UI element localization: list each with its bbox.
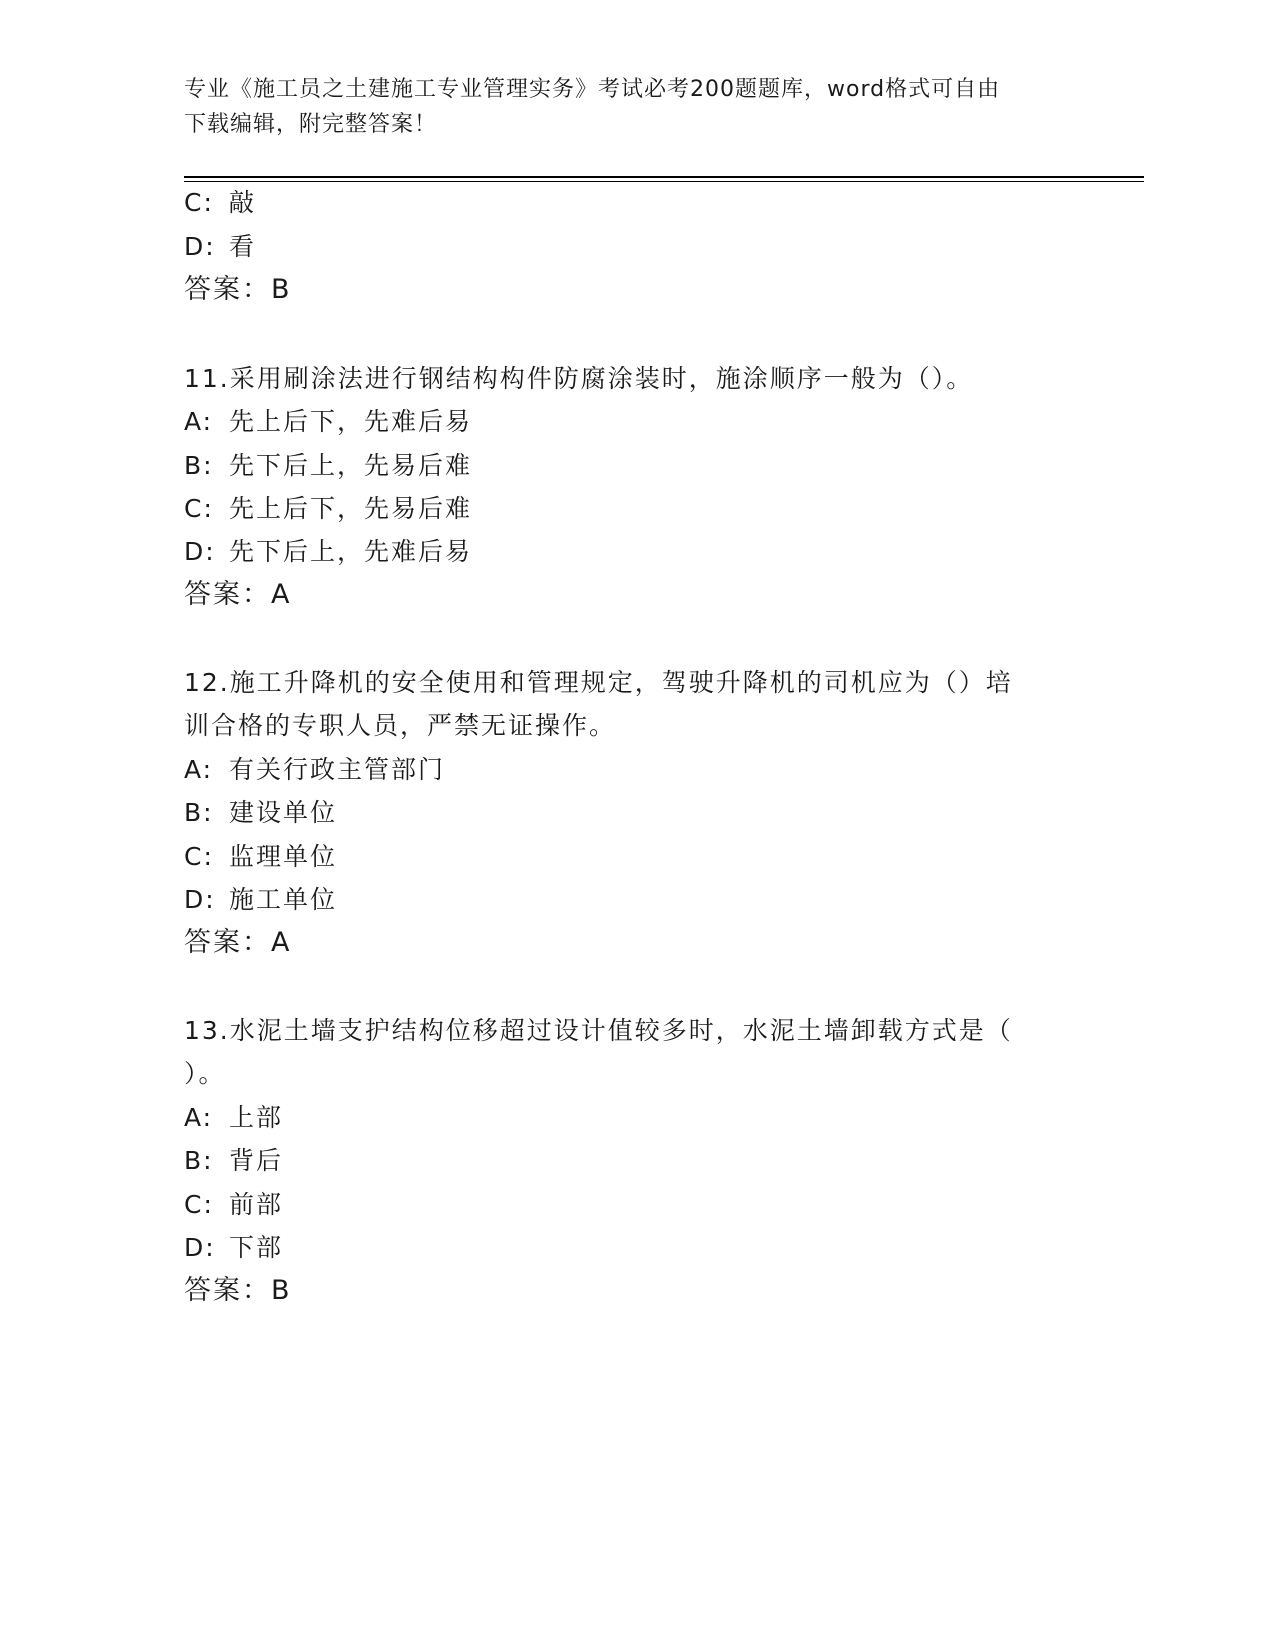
option-text: 监理单位 [229, 842, 338, 871]
option-text: 上部 [229, 1103, 284, 1132]
option-a [184, 405, 472, 439]
option-text: 先上后下，先难后易 [229, 407, 473, 436]
option-d [184, 883, 337, 917]
option-a [184, 753, 445, 787]
option-letter: C: [184, 188, 214, 217]
option-b [184, 1144, 283, 1178]
option-d [184, 535, 472, 569]
answer-line: 答案：B [184, 1275, 292, 1306]
option-text: 前部 [229, 1190, 284, 1219]
option-letter: C: [184, 494, 214, 523]
option-d [184, 1231, 283, 1265]
header-rule-thin [184, 181, 1144, 182]
option-text: 背后 [229, 1146, 284, 1175]
option-letter: C: [184, 1190, 214, 1219]
page-header [184, 72, 1064, 142]
option-c [184, 186, 256, 220]
option-text: 有关行政主管部门 [229, 755, 446, 784]
header-rule-thick [184, 176, 1144, 178]
question-13-stem-line-2: ）。 [184, 1059, 226, 1088]
option-text: 施工单位 [229, 885, 338, 914]
option-text: 敲 [229, 188, 257, 217]
option-d [184, 230, 256, 264]
question-12-stem-line-1: 12.施工升降机的安全使用和管理规定，驾驶升降机的司机应为（）培 [184, 668, 1013, 697]
question-11-stem: 11.采用刷涂法进行钢结构构件防腐涂装时，施涂顺序一般为（）。 [184, 364, 974, 393]
option-c [184, 840, 337, 874]
option-text: 建设单位 [229, 798, 338, 827]
header-line-2: 下载编辑，附完整答案！ [184, 112, 438, 137]
option-letter: C: [184, 842, 214, 871]
option-a [184, 1101, 283, 1135]
option-text: 先上后下，先易后难 [229, 494, 473, 523]
option-letter: B: [184, 451, 214, 480]
question-12-stem-line-2: 训合格的专职人员，严禁无证操作。 [184, 711, 617, 740]
option-b [184, 796, 337, 830]
header-line-1: 专业《施工员之土建施工专业管理实务》考试必考200题题库，word格式可自由 [184, 77, 1001, 102]
option-letter: D: [184, 885, 216, 914]
option-letter: A: [184, 755, 214, 784]
option-letter: A: [184, 1103, 214, 1132]
answer-line: 答案：B [184, 274, 292, 305]
option-letter: D: [184, 1233, 216, 1262]
option-c [184, 492, 472, 526]
answer-line: 答案：A [184, 927, 292, 958]
option-text: 先下后上，先易后难 [229, 451, 473, 480]
option-letter: B: [184, 1146, 214, 1175]
answer-line: 答案：A [184, 579, 292, 610]
option-letter: D: [184, 537, 216, 566]
option-text: 下部 [229, 1233, 284, 1262]
question-13-stem-line-1: 13.水泥土墙支护结构位移超过设计值较多时，水泥土墙卸载方式是（ [184, 1016, 1013, 1045]
option-text: 看 [229, 232, 257, 261]
option-letter: B: [184, 798, 214, 827]
option-letter: A: [184, 407, 214, 436]
option-letter: D: [184, 232, 216, 261]
option-b [184, 449, 472, 483]
option-c [184, 1188, 283, 1222]
option-text: 先下后上，先难后易 [229, 537, 473, 566]
